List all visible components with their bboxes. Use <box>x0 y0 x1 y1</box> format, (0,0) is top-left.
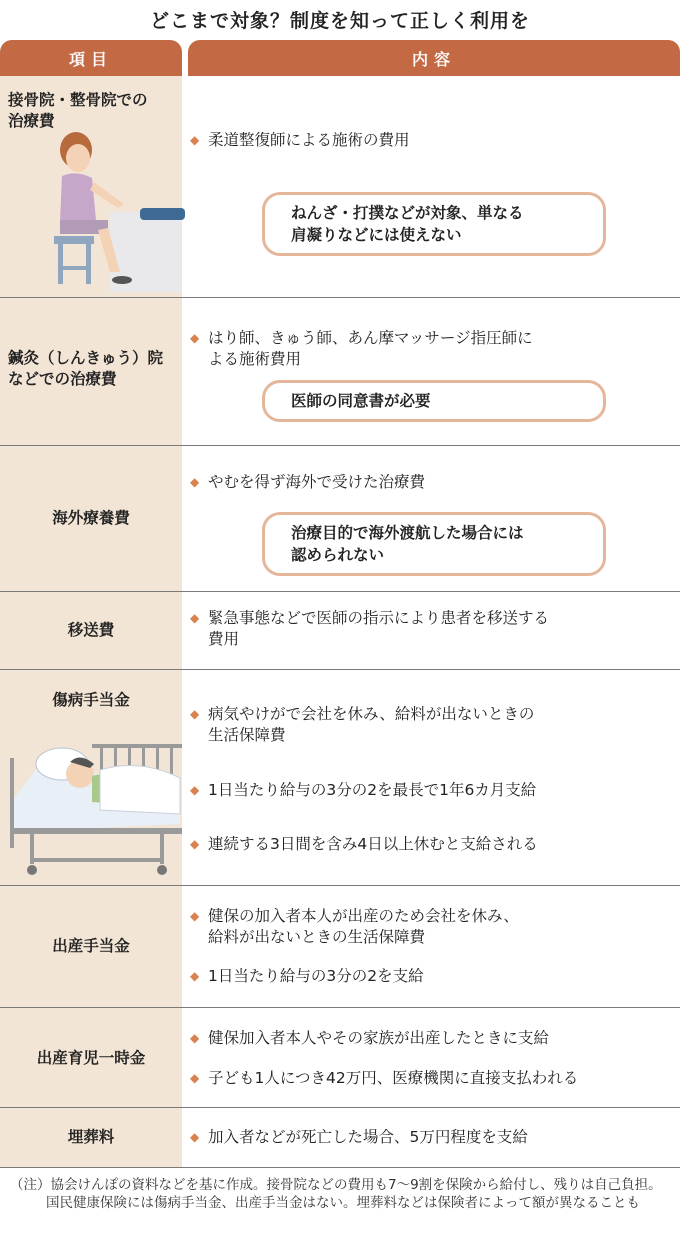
bullet-text: ◆ 柔道整復師による施術の費用 <box>190 130 410 151</box>
row-content-cell <box>188 1008 680 1107</box>
note-box: ねんざ・打撲などが対象、単なる 肩凝りなどには使えない <box>262 192 606 256</box>
bullet-text: ◆ 病気やけがで会社を休み、給料が出ないときの 生活保障費 <box>190 704 534 746</box>
row-label: 埋葬料 <box>67 1128 115 1146</box>
table-row <box>0 1008 680 1108</box>
row-content-cell <box>188 886 680 1007</box>
bullet-text: ◆ 健保加入者本人やその家族が出産したときに支給 <box>190 1028 549 1049</box>
footnote: （注）協会けんぽの資料などを基に作成。接骨院などの費用も7～9割を保険から給付し、残りは自己負担。国民健康保険には傷病手当金、出産手当金はない。埋葬料などは保険者によって額が異なることも <box>10 1177 662 1211</box>
bullet-text: ◆ 緊急事態などで医師の指示により患者を移送する 費用 <box>190 608 549 650</box>
row-content-cell <box>188 1108 680 1167</box>
note-box: 治療目的で海外渡航した場合には 認められない <box>262 512 606 576</box>
row-label-cell <box>0 446 182 591</box>
row-label: 出産育児一時金 <box>36 1049 146 1067</box>
table-row <box>0 592 680 670</box>
row-label-cell <box>0 592 182 669</box>
row-content-cell <box>188 446 680 591</box>
row-label: 鍼灸（しんきゅう）院 などでの治療費 <box>8 349 164 388</box>
patient-in-bed-illustration <box>0 728 182 878</box>
note-box: 医師の同意書が必要 <box>262 380 606 422</box>
page-title: どこまで対象？制度を知って正しく利用を <box>149 10 530 32</box>
row-label: 傷病手当金 <box>52 691 130 709</box>
table-row <box>0 76 680 298</box>
table-row <box>0 298 680 446</box>
row-label: 接骨院・整骨院での 治療費 <box>8 91 148 130</box>
row-content-cell <box>188 592 680 669</box>
row-label-cell <box>0 1108 182 1167</box>
row-content-cell <box>188 76 680 297</box>
header-item: 項目 <box>0 40 182 76</box>
bullet-text: ◆ やむを得ず海外で受けた治療費 <box>190 472 425 493</box>
bullet-text: ◆ 連続する3日間を含み4日以上休むと支給される <box>190 834 538 855</box>
row-content-cell <box>188 298 680 445</box>
bullet-text: ◆ 子ども1人につき42万円、医療機関に直接支払われる <box>190 1068 578 1089</box>
header-content: 内容 <box>188 40 680 76</box>
therapist-illustration <box>40 120 185 292</box>
table-header <box>0 40 680 76</box>
row-label-cell <box>0 298 182 445</box>
row-label: 海外療養費 <box>52 509 130 527</box>
table-row <box>0 446 680 592</box>
bullet-text: ◆ 加入者などが死亡した場合、5万円程度を支給 <box>190 1127 528 1148</box>
row-content-cell <box>188 670 680 885</box>
table-row <box>0 1108 680 1168</box>
row-label-cell <box>0 1008 182 1107</box>
bullet-text: ◆ 健保の加入者本人が出産のため会社を休み、 給料が出ないときの生活保障費 <box>190 906 519 948</box>
row-label-cell <box>0 670 182 885</box>
row-label-cell <box>0 886 182 1007</box>
bullet-text: ◆ 1日当たり給与の3分の2を最長で1年6カ月支給 <box>190 780 536 801</box>
row-label: 移送費 <box>67 621 115 639</box>
table-row <box>0 886 680 1008</box>
row-label-cell <box>0 76 182 297</box>
bullet-text: ◆ はり師、きゅう師、あん摩マッサージ指圧師に よる施術費用 <box>190 328 533 370</box>
table-row <box>0 670 680 886</box>
row-label: 出産手当金 <box>52 937 130 955</box>
bullet-text: ◆ 1日当たり給与の3分の2を支給 <box>190 966 424 987</box>
